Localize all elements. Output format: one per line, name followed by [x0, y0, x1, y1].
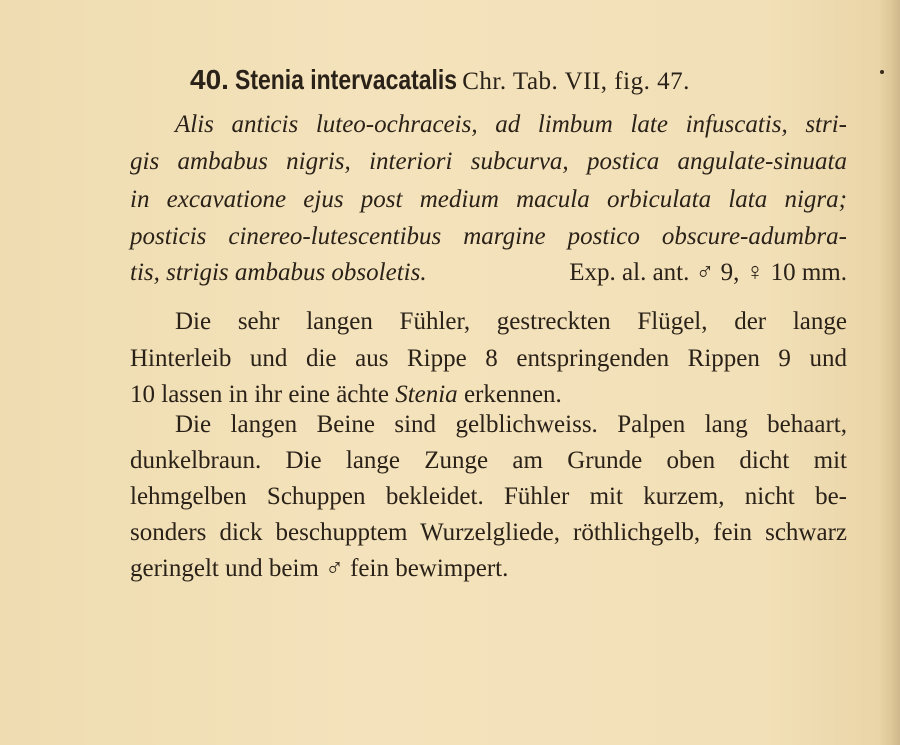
para1-line-1: Die sehr langen Fühler, gestreckten Flügel, der lange: [175, 308, 847, 335]
latin-line-5: [130, 260, 847, 285]
entry-heading: [190, 66, 810, 94]
latin-line-5-italic: tis, strigis ambabus obsoletis.: [130, 259, 427, 286]
genus-italic: Stenia: [395, 381, 458, 408]
page-edge-shadow: [878, 0, 900, 745]
latin-line-4: posticis cinereo-lutescentibus margine postico obscure-adumbra-: [130, 223, 847, 250]
latin-line-2: gis ambabus nigris, interiori subcurva, postica angulate-sinuata: [130, 148, 847, 175]
entry-number: 40.: [190, 64, 229, 95]
margin-speck: [880, 70, 884, 74]
para1-line-3: [130, 382, 562, 407]
para2-line-5: geringelt und beim ♂ fein bewimpert.: [130, 555, 509, 582]
para1-line-3-end: erkennen.: [457, 381, 562, 408]
para2-line-3: lehmgelben Schuppen bekleidet. Fühler mit kurzem, nicht be-: [130, 483, 847, 510]
para2-line-2: dunkelbraun. Die lange Zunge am Grunde oben dicht mit: [130, 447, 847, 474]
latin-line-1: Alis anticis luteo-ochraceis, ad limbum late infuscatis, stri-: [175, 111, 847, 138]
para1-line-2: Hinterleib und die aus Rippe 8 entspringenden Rippen 9 und: [130, 345, 847, 372]
expanse-measurement: Exp. al. ant. ♂ 9, ♀ 10 mm.: [569, 259, 847, 286]
para1-line-3-start: 10 lassen in ihr eine ächte: [130, 381, 396, 408]
para2-line-4: sonders dick beschupptem Wurzelgliede, röthlichgelb, fein schwarz: [130, 519, 847, 546]
species-name: Stenia intervacatalis: [235, 64, 458, 95]
latin-line-3: in excavatione ejus post medium macula orbiculata lata nigra;: [130, 186, 847, 213]
para2-line-1: Die langen Beine sind gelblichweiss. Palpen lang behaart,: [175, 411, 847, 438]
plate-reference: Chr. Tab. VII, fig. 47.: [462, 68, 690, 95]
